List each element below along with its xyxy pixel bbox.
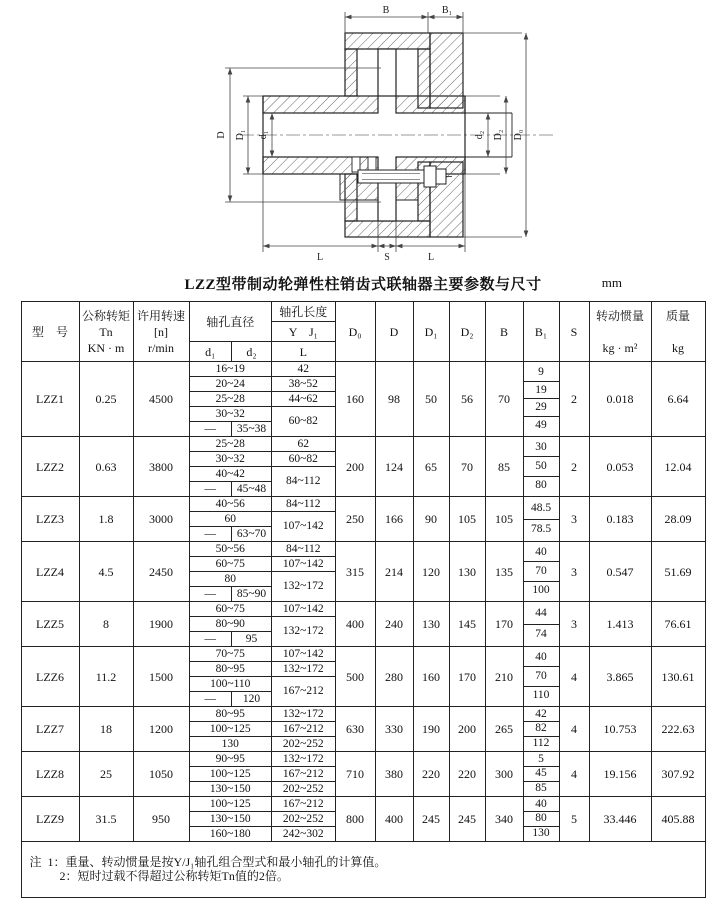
dim-label-D: D [216, 131, 227, 139]
b1-cell: 44 [524, 603, 559, 624]
b1-group [523, 497, 559, 542]
D0-cell: 250 [335, 497, 375, 542]
dim-label-D0: D₀ [513, 129, 524, 141]
b1-cell: 9 [524, 364, 559, 381]
bore-range-cell: 90~95 [190, 752, 272, 767]
b1-cell: 49 [535, 419, 547, 432]
model-cell: LZZ8 [21, 752, 79, 797]
torque-cell: 8 [79, 602, 133, 647]
S-cell: 3 [559, 497, 589, 542]
bore-range-cell: 80~95 [190, 662, 272, 677]
speed-cell: 1200 [133, 707, 189, 752]
b1-cell: 80 [524, 812, 559, 826]
dim-label-D2: D₂ [493, 129, 504, 141]
D0-cell: 200 [335, 437, 375, 497]
bore-length-cell: 167~212 [282, 685, 324, 697]
B-cell: 265 [485, 707, 523, 752]
dim-label-d2: d₂ [474, 130, 485, 140]
mass-cell: 6.64 [651, 362, 705, 437]
bore-group [189, 797, 335, 842]
D-cell: 166 [375, 497, 413, 542]
dim-label-D1: D₁ [235, 129, 246, 141]
bore-range-cell: 120 [232, 692, 272, 707]
bore-length-cell: 44~62 [272, 392, 335, 407]
b1-cell: 130 [532, 826, 550, 839]
unit-label: mm [601, 275, 622, 290]
D1-cell: 50 [413, 362, 449, 437]
torque-cell: 0.25 [79, 362, 133, 437]
D2-cell: 70 [449, 437, 485, 497]
B-cell: 135 [485, 542, 523, 602]
bore-range-cell: 60~75 [190, 602, 272, 617]
bore-length-cell: 202~252 [272, 812, 335, 827]
b1-cell: 82 [524, 722, 559, 736]
D2-cell: 170 [449, 647, 485, 707]
bore-length-cell: 60~82 [288, 415, 318, 427]
bore-group [189, 497, 335, 542]
bore-dash-cell: — [190, 482, 232, 497]
table-row [21, 707, 705, 752]
mass-cell: 222.63 [651, 707, 705, 752]
model-cell: LZZ4 [21, 542, 79, 602]
bore-dash-cell: — [190, 632, 232, 647]
b1-cell: 80 [535, 479, 547, 492]
bore-range-cell: 100~125 [190, 797, 272, 812]
page-title: LZZ型带制动轮弹性柱销齿式联轴器主要参数与尺寸 [184, 276, 542, 293]
b1-cell: 112 [532, 736, 550, 749]
bore-range-cell: 130 [190, 737, 272, 752]
S-cell: 3 [559, 542, 589, 602]
bore-group [189, 707, 335, 752]
b1-group [523, 362, 559, 437]
inertia-cell: 0.053 [589, 437, 651, 497]
col-header-mass: 质量 kg [651, 302, 705, 362]
col-header-yj1: Y J₁ [272, 322, 335, 342]
D0-cell: 710 [335, 752, 375, 797]
mass-cell: 12.04 [651, 437, 705, 497]
notes-row [21, 842, 705, 898]
torque-cell: 25 [79, 752, 133, 797]
D-cell: 214 [375, 542, 413, 602]
B-cell: 105 [485, 497, 523, 542]
inertia-cell: 10.753 [589, 707, 651, 752]
bore-range-cell: 30~32 [190, 452, 272, 467]
b1-cell: 5 [524, 753, 559, 767]
bore-group [189, 542, 335, 602]
bore-range-cell: 30~32 [190, 407, 272, 422]
bore-group [189, 647, 335, 707]
bore-range-cell: 85~90 [232, 587, 272, 602]
col-header-S: S [559, 302, 589, 362]
torque-cell: 31.5 [79, 797, 133, 842]
bore-length-cell: 107~142 [272, 647, 335, 662]
table-row [21, 797, 705, 842]
table-row [21, 647, 705, 707]
mass-cell: 76.61 [651, 602, 705, 647]
bore-length-cell: 132~172 [272, 752, 335, 767]
bore-length-cell: 132~172 [272, 662, 335, 677]
bore-range-cell: 130~150 [190, 782, 272, 797]
inertia-cell: 0.183 [589, 497, 651, 542]
bore-length-cell: 60~82 [272, 452, 335, 467]
D-cell: 98 [375, 362, 413, 437]
bore-range-cell: 50~56 [190, 542, 272, 557]
bore-range-cell: 160~180 [190, 827, 272, 842]
B-cell: 300 [485, 752, 523, 797]
bore-length-cell: 167~212 [272, 797, 335, 812]
torque-cell: 4.5 [79, 542, 133, 602]
notes-cell [21, 842, 705, 898]
model-cell: LZZ3 [21, 497, 79, 542]
bore-range-cell: 35~38 [232, 422, 272, 437]
D0-cell: 800 [335, 797, 375, 842]
b1-cell: 100 [532, 584, 550, 597]
b1-cell: 78.5 [530, 523, 552, 536]
bore-range-cell: 100~125 [190, 767, 272, 782]
bore-length-cell: 62 [272, 437, 335, 452]
S-cell: 2 [559, 362, 589, 437]
S-cell: 3 [559, 602, 589, 647]
D1-cell: 120 [413, 542, 449, 602]
D1-cell: 160 [413, 647, 449, 707]
D1-cell: 90 [413, 497, 449, 542]
b1-cell: 48.5 [524, 498, 559, 519]
model-cell: LZZ1 [21, 362, 79, 437]
B-cell: 170 [485, 602, 523, 647]
speed-cell: 2450 [133, 542, 189, 602]
bore-length-cell: 132~172 [282, 580, 324, 592]
model-cell: LZZ6 [21, 647, 79, 707]
D-cell: 280 [375, 647, 413, 707]
table-row [21, 602, 705, 647]
D-cell: 240 [375, 602, 413, 647]
model-cell: LZZ2 [21, 437, 79, 497]
D1-cell: 130 [413, 602, 449, 647]
speed-cell: 1050 [133, 752, 189, 797]
col-header-bore-len: 轴孔长度 [272, 302, 335, 322]
torque-cell: 11.2 [79, 647, 133, 707]
col-header-inertia: 转动惯量 kg · m² [589, 302, 651, 362]
D0-cell: 400 [335, 602, 375, 647]
b1-cell: 45 [524, 767, 559, 781]
bore-length-cell: 84~112 [272, 542, 335, 557]
b1-cell: 19 [524, 381, 559, 399]
bore-length-cell: 107~142 [272, 557, 335, 572]
col-header-bore-dia: 轴孔直径 [190, 302, 272, 342]
speed-cell: 3000 [133, 497, 189, 542]
bore-group [189, 752, 335, 797]
b1-cell: 30 [524, 439, 559, 457]
b1-cell: 85 [535, 781, 547, 794]
parameters-table [21, 301, 706, 898]
speed-cell: 3800 [133, 437, 189, 497]
D0-cell: 630 [335, 707, 375, 752]
bore-length-cell: 167~212 [272, 767, 335, 782]
bore-range-cell: 70~75 [190, 647, 272, 662]
bore-length-cell: 132~172 [272, 707, 335, 722]
mass-cell: 130.61 [651, 647, 705, 707]
b1-cell: 29 [524, 399, 559, 417]
bore-range-cell: 16~19 [190, 362, 272, 377]
S-cell: 2 [559, 437, 589, 497]
bore-length-cell: 42 [272, 362, 335, 377]
inertia-cell: 19.156 [589, 752, 651, 797]
title-bar [0, 268, 726, 298]
table-row [21, 542, 705, 602]
b1-cell: 70 [524, 667, 559, 686]
bore-group [189, 362, 335, 437]
bore-group [189, 437, 335, 497]
bore-range-cell: 25~28 [190, 392, 272, 407]
dim-label-B: B [382, 5, 390, 16]
b1-cell: 40 [524, 544, 559, 562]
bore-range-cell: 45~48 [232, 482, 272, 497]
bore-dash-cell: — [190, 692, 232, 707]
bore-length-cell: 84~112 [285, 475, 321, 487]
dim-label-d1: d₁ [258, 130, 269, 140]
b1-cell: 70 [524, 562, 559, 581]
note-line-2: 2：短时过载不得超过公称转矩Tn值的2倍。 [59, 869, 289, 883]
B-cell: 340 [485, 797, 523, 842]
bore-range-cell: 25~28 [190, 437, 272, 452]
col-header-speed: 许用转速 [n] r/min [133, 302, 189, 362]
b1-cell: 74 [535, 628, 547, 641]
speed-cell: 1500 [133, 647, 189, 707]
b1-group [523, 797, 559, 842]
table-row [21, 437, 705, 497]
bore-range-cell: 95 [232, 632, 272, 647]
bore-range-cell: 40~56 [190, 497, 272, 512]
bore-length-cell: 84~112 [272, 497, 335, 512]
D0-cell: 160 [335, 362, 375, 437]
speed-cell: 950 [133, 797, 189, 842]
note-line-1: 注 1：重量、转动惯量是按Y/J₁轴孔组合型式和最小轴孔的计算值。 [29, 855, 387, 869]
mass-cell: 405.88 [651, 797, 705, 842]
D2-cell: 145 [449, 602, 485, 647]
dim-label-L-right: L [427, 252, 435, 263]
model-cell: LZZ7 [21, 707, 79, 752]
D-cell: 400 [375, 797, 413, 842]
b1-group [523, 647, 559, 707]
col-header-D2: D₂ [449, 302, 485, 362]
model-cell: LZZ9 [21, 797, 79, 842]
dim-label-L-left: L [316, 252, 324, 263]
model-cell: LZZ5 [21, 602, 79, 647]
bore-dash-cell: — [190, 587, 232, 602]
bore-dash-cell: — [190, 527, 232, 542]
D1-cell: 190 [413, 707, 449, 752]
speed-cell: 4500 [133, 362, 189, 437]
B-cell: 70 [485, 362, 523, 437]
D2-cell: 200 [449, 707, 485, 752]
D1-cell: 220 [413, 752, 449, 797]
b1-group [523, 707, 559, 752]
table-row [21, 497, 705, 542]
bore-length-cell: 38~52 [272, 377, 335, 392]
bore-range-cell: 63~70 [232, 527, 272, 542]
col-header-L: L [299, 344, 307, 359]
coupling-drawing [0, 0, 726, 266]
b1-cell: 40 [524, 649, 559, 667]
table-header-row [21, 302, 705, 362]
torque-cell: 0.63 [79, 437, 133, 497]
col-header-B1: B₁ [523, 302, 559, 362]
S-cell: 4 [559, 707, 589, 752]
bore-length-cell: 107~142 [272, 602, 335, 617]
speed-cell: 1900 [133, 602, 189, 647]
dim-label-B1: B₁ [441, 5, 453, 16]
bore-length-cell: 202~252 [282, 782, 324, 795]
D-cell: 330 [375, 707, 413, 752]
bore-range-cell: 130~150 [190, 812, 272, 827]
inertia-cell: 0.547 [589, 542, 651, 602]
note-label: 注 [29, 855, 42, 869]
b1-cell: 42 [524, 708, 559, 722]
col-header-B: B [485, 302, 523, 362]
inertia-cell: 1.413 [589, 602, 651, 647]
mass-cell: 51.69 [651, 542, 705, 602]
b1-cell: 110 [532, 689, 550, 702]
bore-range-cell: 80 [190, 572, 272, 587]
b1-group [523, 752, 559, 797]
bore-dash-cell: — [190, 422, 232, 437]
S-cell: 4 [559, 647, 589, 707]
inertia-cell: 3.865 [589, 647, 651, 707]
bore-range-cell: 80~95 [190, 707, 272, 722]
D1-cell: 245 [413, 797, 449, 842]
bore-range-cell: 100~110 [190, 677, 272, 692]
torque-cell: 1.8 [79, 497, 133, 542]
D-cell: 124 [375, 437, 413, 497]
b1-group [523, 437, 559, 497]
bore-length-cell: 202~252 [282, 737, 324, 750]
col-header-d2: d₂ [232, 342, 272, 362]
bore-length-cell: 132~172 [282, 625, 324, 637]
col-header-D: D [375, 302, 413, 362]
D0-cell: 315 [335, 542, 375, 602]
col-header-bore-group [189, 302, 335, 362]
D-cell: 380 [375, 752, 413, 797]
D2-cell: 130 [449, 542, 485, 602]
mass-cell: 28.09 [651, 497, 705, 542]
mass-cell: 307.92 [651, 752, 705, 797]
S-cell: 4 [559, 752, 589, 797]
D1-cell: 65 [413, 437, 449, 497]
col-header-D1: D₁ [413, 302, 449, 362]
col-header-model: 型 号 [21, 302, 79, 362]
bore-range-cell: 20~24 [190, 377, 272, 392]
table-row [21, 362, 705, 437]
table-row [21, 752, 705, 797]
bore-length-cell: 107~142 [282, 520, 324, 532]
inertia-cell: 0.018 [589, 362, 651, 437]
D2-cell: 245 [449, 797, 485, 842]
b1-group [523, 602, 559, 647]
bore-range-cell: 60~75 [190, 557, 272, 572]
S-cell: 5 [559, 797, 589, 842]
bore-range-cell: 60 [190, 512, 272, 527]
b1-cell: 40 [524, 798, 559, 812]
B-cell: 85 [485, 437, 523, 497]
bore-range-cell: 80~90 [190, 617, 272, 632]
bore-length-cell: 242~302 [282, 827, 324, 840]
bore-group [189, 602, 335, 647]
B-cell: 210 [485, 647, 523, 707]
D0-cell: 500 [335, 647, 375, 707]
bore-length-cell: 167~212 [272, 722, 335, 737]
D2-cell: 105 [449, 497, 485, 542]
b1-cell: 50 [524, 457, 559, 476]
inertia-cell: 33.446 [589, 797, 651, 842]
D2-cell: 220 [449, 752, 485, 797]
bore-range-cell: 100~125 [190, 722, 272, 737]
bore-range-cell: 40~42 [190, 467, 272, 482]
col-header-D0: D₀ [335, 302, 375, 362]
D2-cell: 56 [449, 362, 485, 437]
dim-label-S: S [384, 252, 390, 263]
torque-cell: 18 [79, 707, 133, 752]
b1-group [523, 542, 559, 602]
col-header-d1: d₁ [190, 342, 232, 362]
col-header-torque: 公称转矩 Tn KN · m [79, 302, 133, 362]
